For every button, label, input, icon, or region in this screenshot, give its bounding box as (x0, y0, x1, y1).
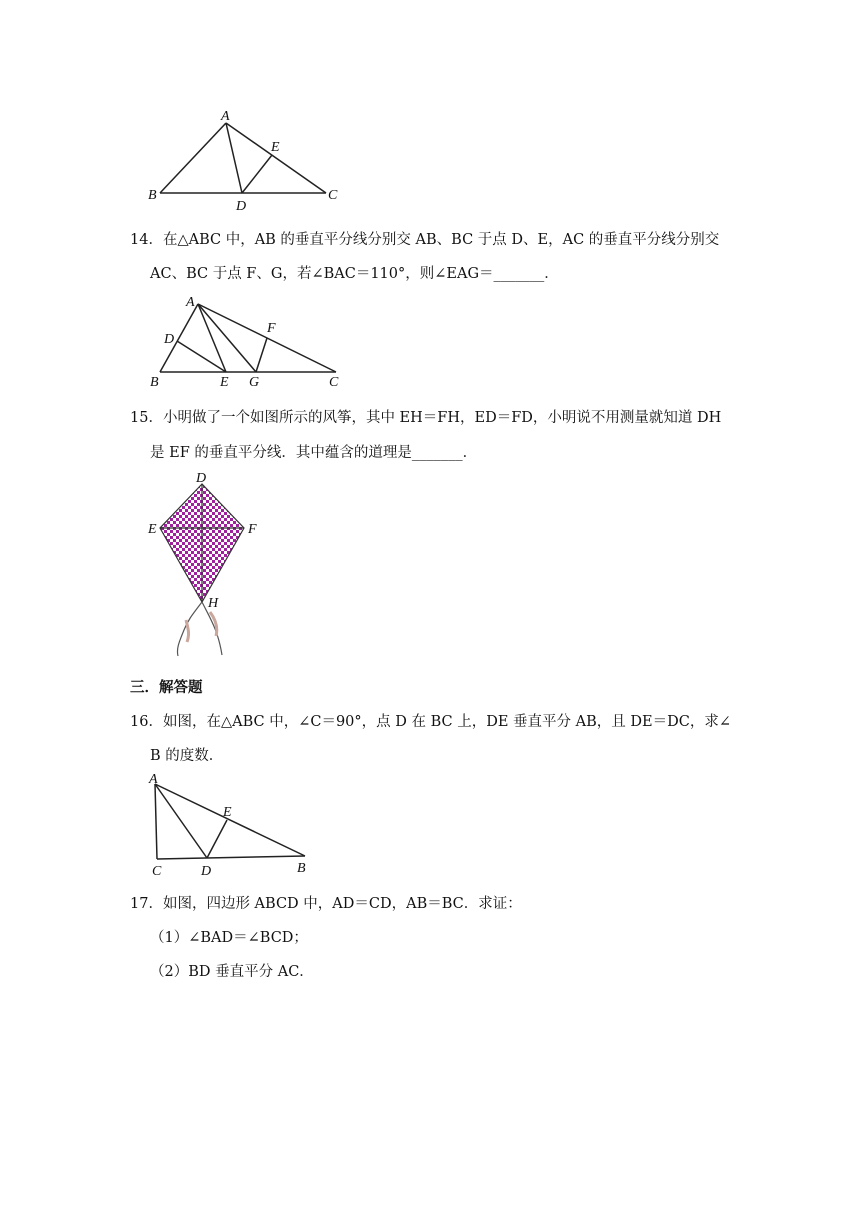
label-E: E (223, 805, 232, 820)
label-B: B (148, 188, 157, 203)
q14-text-line2: AC、BC 于点 F、G，若∠BAC＝110°，则∠EAG＝_______． (150, 266, 559, 282)
label-E: E (148, 522, 157, 537)
q14-text-line1: 14．在△ABC 中，AB 的垂直平分线分别交 AB、BC 于点 D、E，AC 的垂直平分线分别交 (130, 232, 720, 248)
label-F: F (267, 321, 276, 336)
q15-text-line1: 15．小明做了一个如图所示的风筝，其中 EH＝FH，ED＝FD，小明说不用测量就知道 DH (130, 410, 722, 426)
label-A: A (221, 109, 230, 124)
label-F: F (248, 522, 257, 537)
label-A: A (186, 295, 195, 310)
label-E: E (271, 140, 280, 155)
label-C: C (152, 864, 162, 879)
label-H: H (208, 596, 219, 611)
label-B: B (150, 375, 159, 390)
q17-part1: （1）∠BAD＝∠BCD； (150, 930, 308, 946)
label-E: E (220, 375, 229, 390)
q17-text-line1: 17．如图，四边形 ABCD 中，AD＝CD，AB＝BC．求证： (130, 896, 522, 912)
section-heading: 三．解答题 (130, 679, 203, 696)
q15-text-line2: 是 EF 的垂直平分线．其中蕴含的道理是_______． (150, 445, 478, 461)
label-B: B (297, 861, 306, 876)
q17-part2: （2）BD 垂直平分 AC． (150, 964, 314, 980)
figure-q14-triangle (140, 290, 360, 390)
label-D: D (196, 471, 207, 486)
figure-q13-triangle (140, 105, 360, 215)
label-D: D (236, 199, 247, 214)
label-D: D (164, 332, 175, 347)
label-A: A (149, 772, 158, 787)
label-D: D (201, 864, 212, 879)
label-G: G (249, 375, 260, 390)
figure-q16-triangle (140, 770, 320, 880)
figure-q15-kite (140, 470, 280, 665)
label-C: C (329, 375, 339, 390)
q16-text-line1: 16．如图，在△ABC 中，∠C＝90°，点 D 在 BC 上，DE 垂直平分 AB，且 DE＝DC，求∠ (130, 714, 731, 730)
q16-text-line2: B 的度数． (150, 748, 224, 764)
label-C: C (328, 188, 338, 203)
